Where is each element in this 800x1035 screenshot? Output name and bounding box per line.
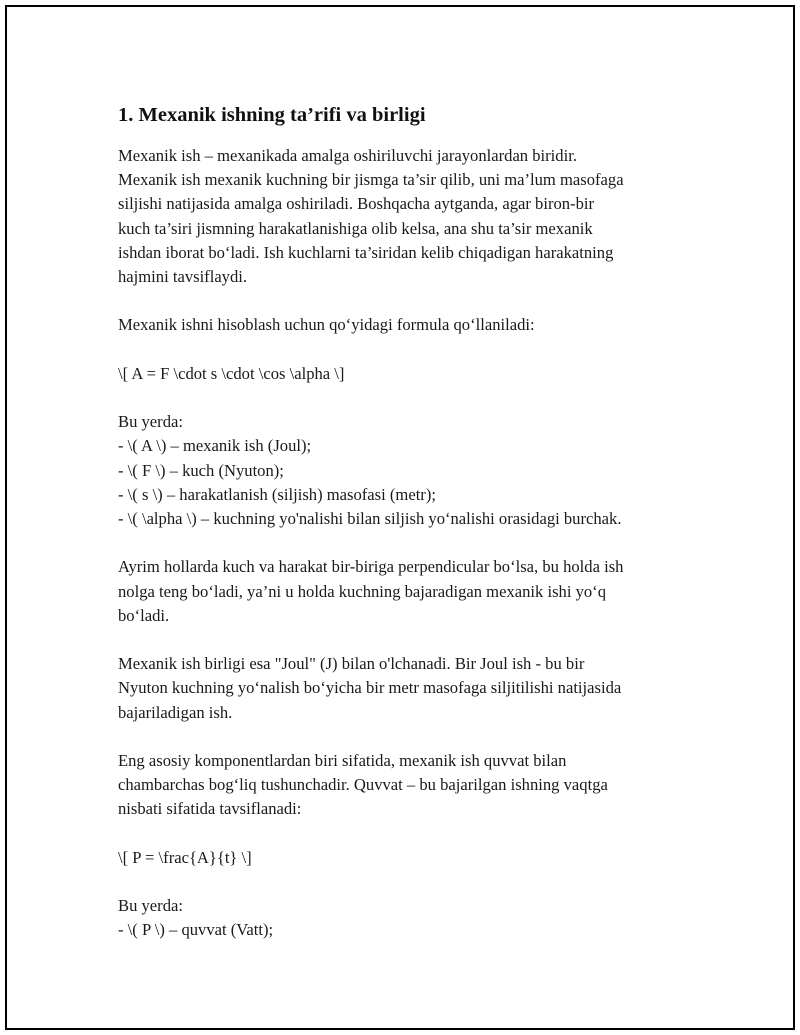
text-line: Mexanik ish mexanik kuchning bir jismga ta’sir qilib, uni ma’lum masofaga (118, 170, 624, 190)
paragraph-perpendicular (118, 555, 708, 628)
text-line: Mexanik ish – mexanikada amalga oshiriluvchi jarayonlardan biridir. (118, 146, 577, 165)
text-line: nisbati sifatida tavsiflanadi: (118, 799, 302, 819)
paragraph-unit (118, 652, 708, 725)
text-line: Nyuton kuchning yo‘nalish bo‘yicha bir metr masofaga siljitilishi natijasida (118, 678, 622, 698)
paragraph-definition (118, 144, 708, 289)
paragraph-formula-intro: Mexanik ishni hisoblash uchun qo‘yidagi formula qo‘llaniladi: (118, 315, 535, 335)
formula-power: \[ P = \frac{A}{t} \] (118, 847, 252, 867)
text-line: Ayrim hollarda kuch va harakat bir-biriga perpendicular bo‘lsa, bu holda ish (118, 557, 624, 577)
text-line: chambarchas bog‘liq tushunchadir. Quvvat – bu bajarilgan ishning vaqtga (118, 775, 608, 795)
document-body (118, 103, 708, 967)
list-item: - \( \alpha \) – kuchning yo'nalishi bilan siljish yo‘nalishi orasidagi burchak. (118, 509, 622, 528)
formula-work: \[ A = F \cdot s \cdot \cos \alpha \] (118, 363, 345, 383)
text-line: kuch ta’siri jismning harakatlanishiga olib kelsa, ana shu ta’sir mexanik (118, 218, 593, 238)
variables-list-power (118, 894, 708, 942)
page-frame (5, 5, 795, 1030)
text-line: ishdan iborat bo‘ladi. Ish kuchlarni ta’siridan kelib chiqadigan harakatning (118, 242, 614, 262)
list-item: - \( P \) – quvvat (Vatt); (118, 920, 274, 940)
text-line: Eng asosiy komponentlardan biri sifatida, mexanik ish quvvat bilan (118, 750, 567, 770)
text-line: hajmini tavsiflaydi. (118, 267, 248, 287)
text-line: bajariladigan ish. (118, 702, 233, 722)
list-caption: Bu yerda: (118, 412, 183, 432)
text-line: nolga teng bo‘ladi, ya’ni u holda kuchning bajaradigan mexanik ishi yo‘q (118, 581, 607, 601)
paragraph-power (118, 749, 708, 822)
list-caption: Bu yerda: (118, 896, 183, 916)
text-line: Mexanik ish birligi esa "Joul" (J) bilan o'lchanadi. Bir Joul ish - bu bir (118, 654, 585, 674)
text-line: siljishi natijasida amalga oshiriladi. Boshqacha aytganda, agar biron-bir (118, 194, 595, 214)
list-item: - \( s \) – harakatlanish (siljish) masofasi (metr); (118, 484, 436, 504)
variables-list-work (118, 410, 708, 531)
section-heading: 1. Mexanik ishning ta’rifi va birligi (118, 104, 426, 126)
list-item: - \( A \) – mexanik ish (Joul); (118, 436, 312, 456)
list-item: - \( F \) – kuch (Nyuton); (118, 460, 284, 480)
text-line: bo‘ladi. (118, 605, 170, 625)
